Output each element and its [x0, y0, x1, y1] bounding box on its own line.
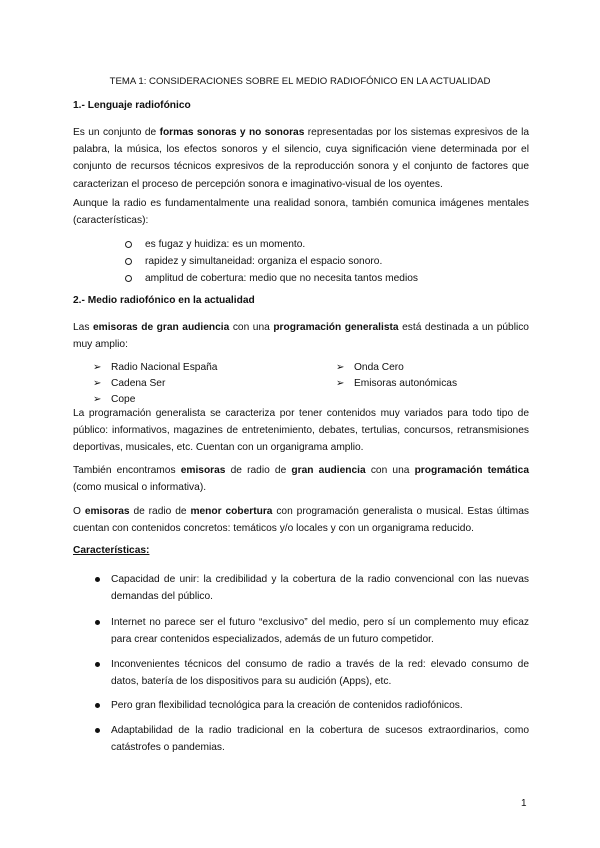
arrow-bullet-icon: ➢ — [336, 362, 345, 373]
text: con programación generalista o musical. Estas últimas cuentan con contenidos concretos: temáticos y/o locales y con un organigrama reducido. — [73, 506, 529, 535]
station-name: Onda Cero — [354, 362, 404, 373]
station-name: Radio Nacional España — [111, 362, 218, 373]
section-heading-medio: 2.- Medio radiofónico en la actualidad — [73, 295, 255, 306]
arrow-bullet-icon: ➢ — [336, 378, 345, 389]
bullet-icon — [95, 577, 100, 582]
paragraph-generalista: La programación generalista se caracteriza por tener contenidos muy variados para todo tipo de público: informativos, magazines de entretenimiento, debates, tertulias, concursos, retransmisiones deportivas, musicales, etc. Cuentan con un organigrama amplio. — [73, 408, 529, 454]
text: Las — [73, 322, 93, 333]
text: O — [73, 506, 85, 517]
characteristic-text: Pero gran flexibilidad tecnológica para la creación de contenidos radiofónicos. — [111, 700, 463, 711]
characteristic-item — [95, 614, 529, 648]
list-item — [125, 236, 418, 253]
circle-bullet-icon — [125, 241, 132, 248]
text: con una — [365, 465, 415, 476]
list-item — [125, 253, 418, 270]
list-item — [125, 270, 418, 287]
characteristic-text: Adaptabilidad de la radio tradicional en la cobertura de sucesos extraordinarios, como catástrofes o pandemias. — [111, 725, 529, 754]
arrow-bullet-icon: ➢ — [93, 362, 102, 373]
bold-text: formas sonoras y no sonoras — [159, 127, 305, 138]
circle-bullet-icon — [125, 258, 132, 265]
page-number: 1 — [521, 798, 527, 809]
paragraph-definicion — [73, 124, 529, 193]
text: Es un conjunto de — [73, 127, 160, 138]
arrow-bullet-icon: ➢ — [93, 394, 102, 405]
station-item — [336, 376, 457, 392]
characteristic-text: Inconvenientes técnicos del consumo de radio a través de la red: elevado consumo de datos, batería de los dispositivos para su audición (Apps), etc. — [111, 659, 529, 688]
station-item — [336, 360, 404, 376]
characteristic-item — [95, 722, 529, 756]
circle-bullet-icon — [125, 275, 132, 282]
paragraph-gran-audiencia — [73, 319, 529, 353]
characteristic-item — [95, 571, 529, 605]
station-name: Cadena Ser — [111, 378, 166, 389]
section-heading-lenguaje: 1.- Lenguaje radiofónico — [73, 100, 191, 111]
station-item — [93, 360, 217, 376]
list-item-text: rapidez y simultaneidad: organiza el espacio sonoro. — [145, 256, 383, 267]
arrow-bullet-icon: ➢ — [93, 378, 102, 389]
text: (como musical o informativa). — [73, 482, 207, 494]
features-list — [125, 236, 418, 287]
paragraph-menor-cobertura — [73, 503, 529, 537]
bold-text: programación generalista — [273, 322, 399, 333]
text: de radio de — [225, 465, 292, 476]
bold-text: emisoras — [84, 506, 130, 517]
station-item — [93, 376, 165, 392]
characteristic-item — [95, 656, 529, 690]
characteristic-item — [95, 697, 529, 714]
text: representadas por los sistemas expresivos de la palabra, la música, los efectos sonoros y el silencio, cuya significación viene determinada por el conjunto de recursos técnicos expresivos de la reproducción sonora y el conjunto de factores que caracterizan el proceso de percepción sonora e imaginativo-visual de los oyentes. — [73, 127, 530, 190]
text: También encontramos — [73, 465, 181, 476]
bullet-icon — [95, 620, 100, 625]
bold-text: emisoras de gran audiencia — [92, 322, 230, 333]
list-item-text: es fugaz y huidiza: es un momento. — [145, 239, 306, 250]
characteristic-text: Capacidad de unir: la credibilidad y la cobertura de la radio convencional con las nuevas demandas del público. — [111, 574, 529, 603]
bold-text: programación temática — [414, 465, 529, 476]
paragraph-tematica — [73, 462, 529, 496]
station-name: Emisoras autonómicas — [354, 378, 458, 389]
text: con una — [229, 322, 274, 333]
list-item-text: amplitud de cobertura: medio que no necesita tantos medios — [145, 273, 418, 284]
text: de radio de — [129, 506, 191, 517]
characteristic-text: Internet no parece ser el futuro “exclusivo” del medio, pero sí un complemento muy eficaz para crear contenidos especializados, además de un futuro competidor. — [111, 617, 529, 646]
document-title: TEMA 1: CONSIDERACIONES SOBRE EL MEDIO RADIOFÓNICO EN LA ACTUALIDAD — [109, 76, 491, 87]
bold-text: gran audiencia — [291, 465, 366, 476]
paragraph-imagenes: Aunque la radio es fundamentalmente una realidad sonora, también comunica imágenes mentales (características): — [73, 198, 529, 227]
characteristics-heading: Características: — [73, 545, 150, 556]
station-name: Cope — [111, 394, 136, 405]
text: está destinada a un público muy amplio: — [73, 322, 529, 351]
bold-text: menor cobertura — [190, 506, 273, 517]
bold-text: emisoras — [180, 465, 226, 476]
bullet-icon — [95, 703, 100, 708]
bullet-icon — [95, 728, 100, 733]
bullet-icon — [95, 662, 100, 667]
